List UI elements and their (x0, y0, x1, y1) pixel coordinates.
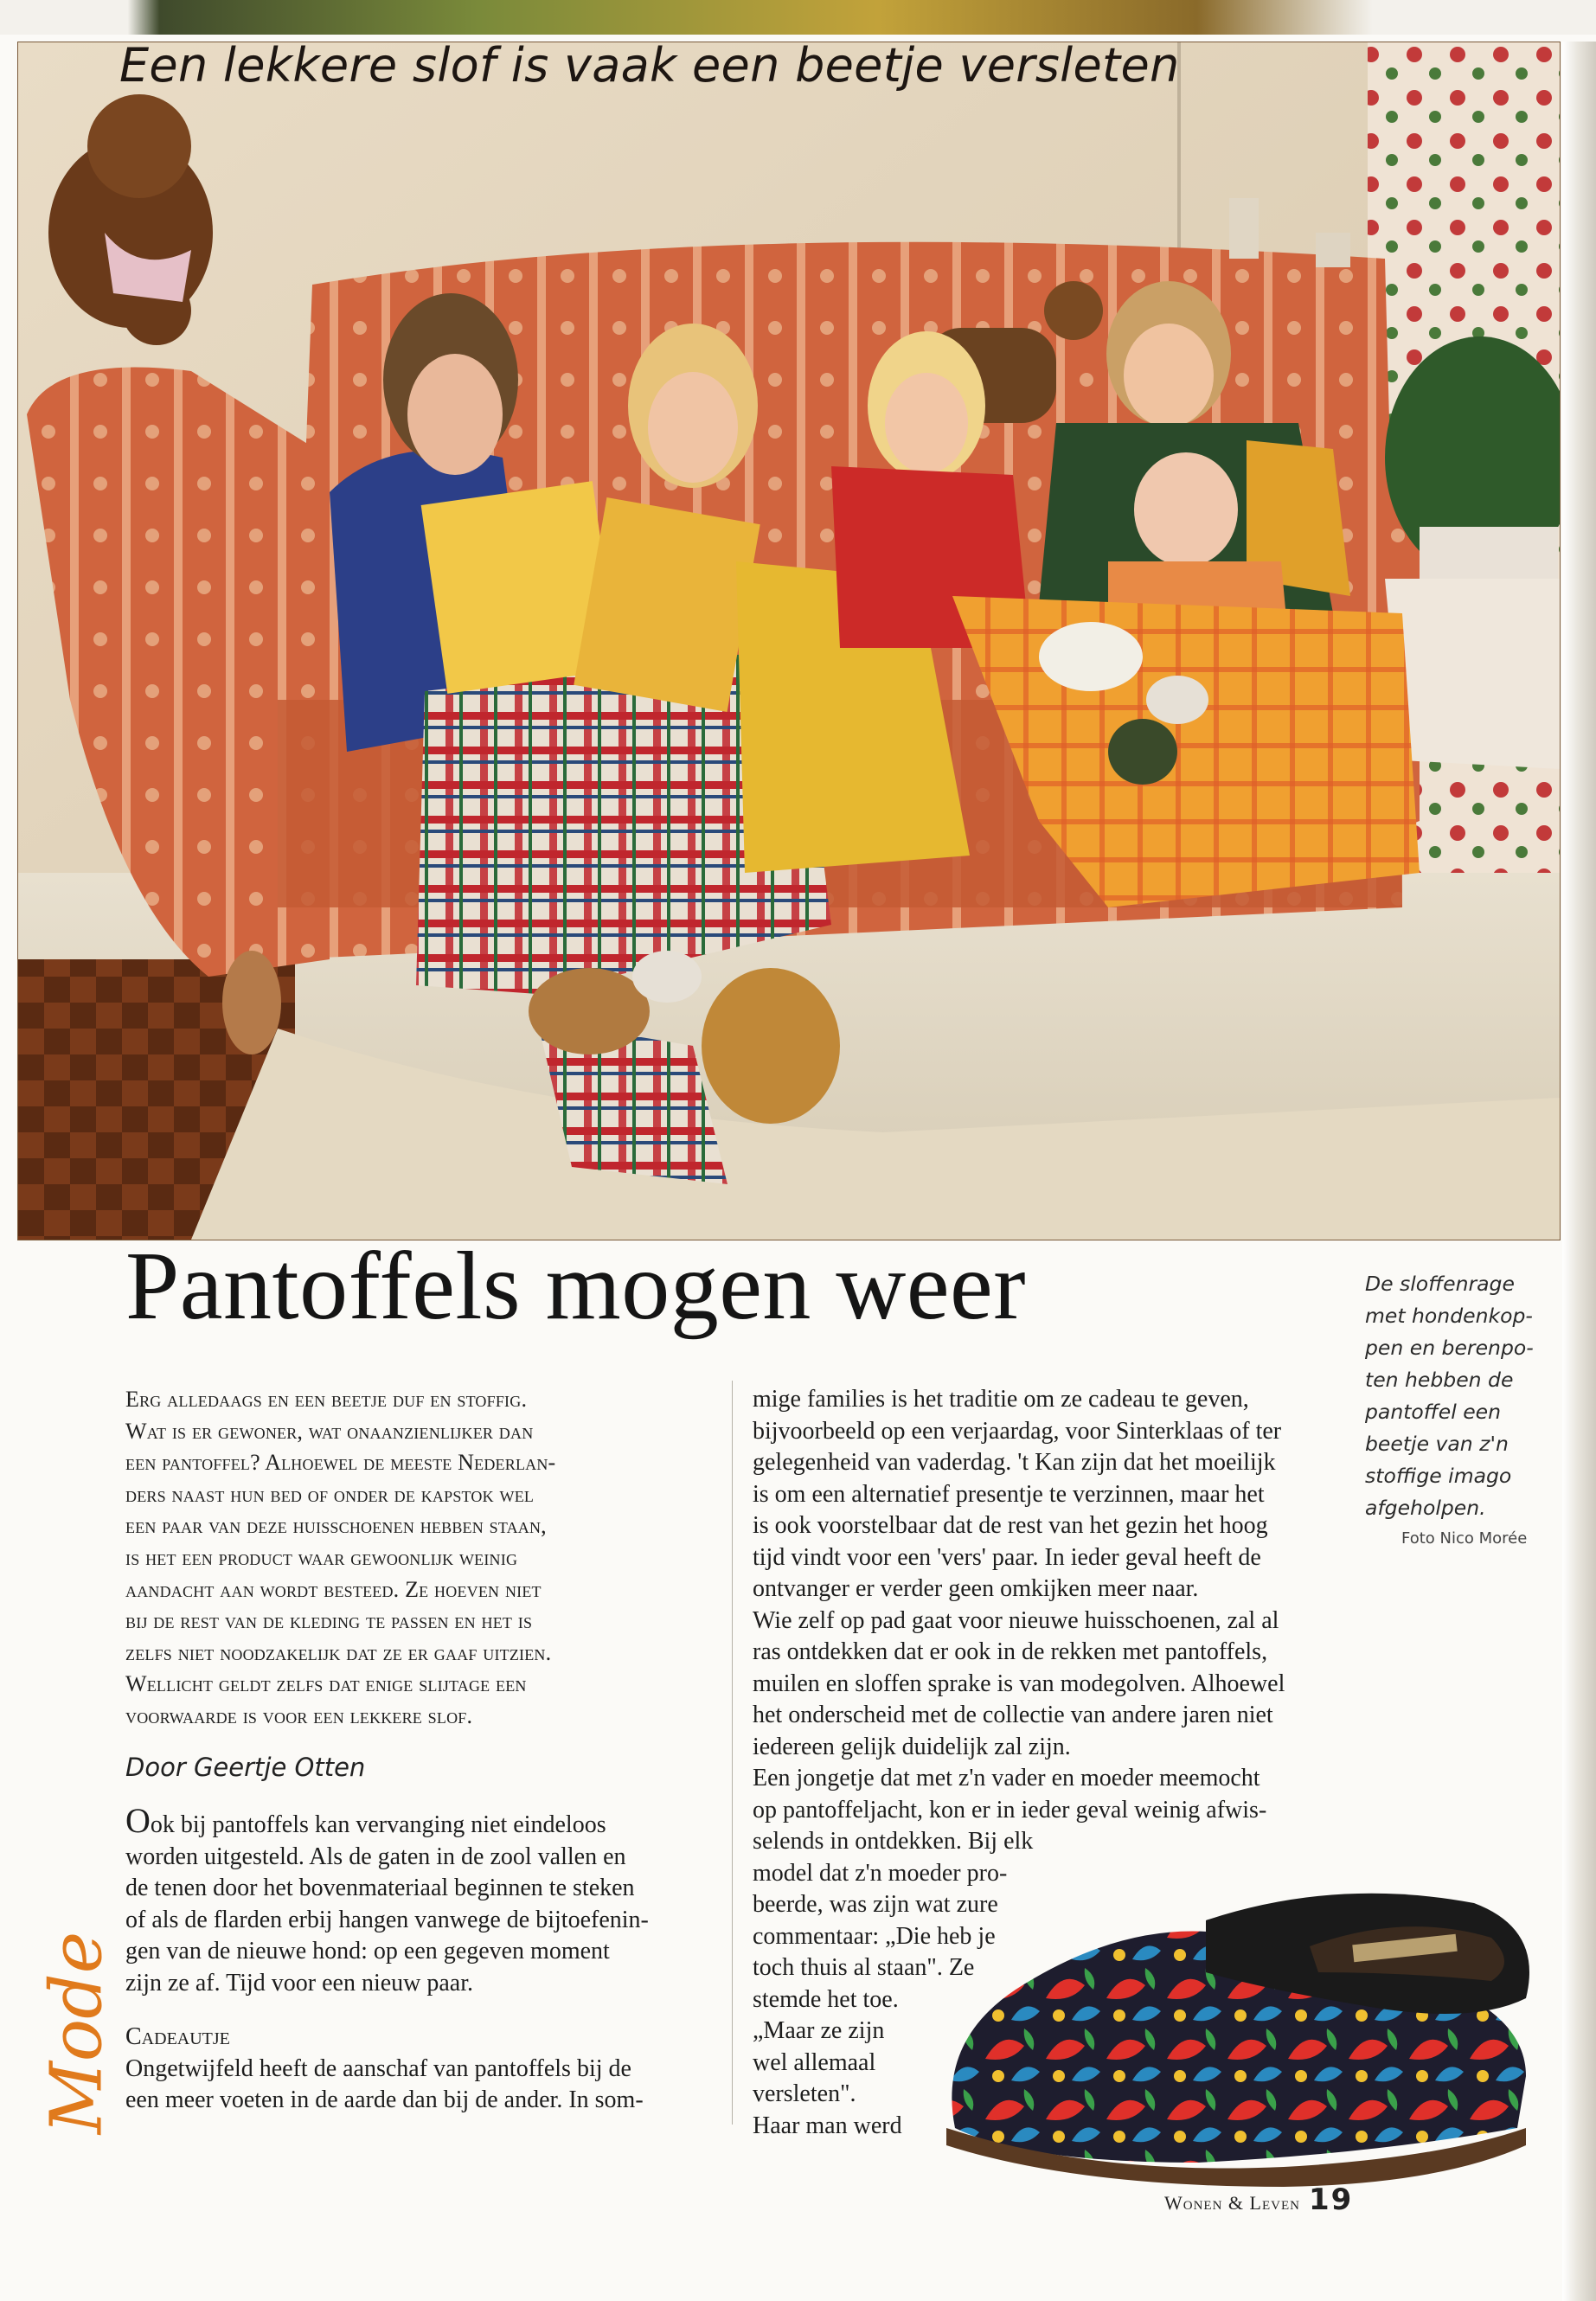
text-line: versleten". (753, 2080, 856, 2107)
page-footer (1164, 2182, 1353, 2217)
text-line: toch thuis al staan". Ze (753, 1954, 975, 1981)
text-line: stemde het toe. (753, 1985, 899, 2013)
intro-line: Wat is er gewoner, wat onaanzienlijker dan (125, 1418, 534, 1444)
paragraph-first-line (125, 1801, 714, 1842)
caption-line: pantoffel een (1365, 1400, 1502, 1424)
caption-line: stoffige imago (1365, 1464, 1512, 1488)
text-line: het onderscheid met de collectie van andere jaren niet (753, 1702, 1273, 1728)
intro-line: een pantoffel? Alhoewel de meeste Nederlan- (125, 1450, 556, 1476)
text-line: gen van de nieuwe hond: op een gegeven moment (125, 1938, 610, 1965)
text-line: Wie zelf op pad gaat voor nieuwe huisschoenen, zal al (753, 1606, 1279, 1634)
page-number: 19 (1308, 2182, 1354, 2217)
publication-name: Wonen & Leven (1164, 2192, 1300, 2214)
article-column-left (125, 1384, 714, 2117)
intro-line: Wellicht geldt zelfs dat enige slijtage een (125, 1671, 527, 1697)
text-line: of als de flarden erbij hangen vanwege de bijtoefenin- (125, 1906, 649, 1933)
caption-line: met hondenkop- (1365, 1304, 1533, 1328)
first-line-text: ok bij pantoffels kan vervanging niet eindeloos (150, 1811, 606, 1839)
caption-line: ten hebben de (1365, 1368, 1514, 1392)
page-gutter-edge (1562, 42, 1596, 2301)
byline: Door Geertje Otten (125, 1752, 366, 1782)
text-line: ontvanger er verder geen omkijken meer naar. (753, 1575, 1199, 1602)
text-line: tijd vindt voor een 'vers' paar. In ieder geval heeft de (753, 1543, 1261, 1571)
text-line: zijn ze af. Tijd voor een nieuw paar. (125, 1969, 474, 1997)
text-line: beerde, was zijn wat zure (753, 1891, 998, 1918)
subheading: Cadeautje (125, 2023, 230, 2051)
drop-cap: O (125, 1801, 151, 1841)
scan-edge-strip (0, 0, 1596, 35)
article-intro (125, 1384, 714, 1733)
text-line: model dat z'n moeder pro- (753, 1859, 1008, 1887)
intro-line: Erg alledaags en een beetje duf en stoffig. (125, 1387, 528, 1412)
text-line: gelegenheid van vaderdag. 't Kan zijn dat het moeilijk (753, 1449, 1276, 1476)
text-line: muilen en sloffen sprake is van modegolven. Alhoewel (753, 1670, 1285, 1697)
intro-line: is het een product waar gewoonlijk weinig (125, 1544, 518, 1570)
caption-line: afgeholpen. (1365, 1496, 1486, 1520)
text-line: ras ontdekken dat er ook in de rekken met pantoffels, (753, 1638, 1268, 1665)
intro-line: bij de rest van de kleding te passen en het is (125, 1608, 533, 1634)
text-line: worden uitgesteld. Als de gaten in de zool vallen en (125, 1843, 626, 1870)
text-line: wel allemaal (753, 2048, 876, 2076)
text-line: Ongetwijfeld heeft de aanschaf van pantoffels bij de (125, 2054, 631, 2082)
text-line: de tenen door het bovenmateriaal beginnen te steken (125, 1875, 635, 1902)
intro-line: aandacht aan wordt besteed. Ze hoeven niet (125, 1576, 542, 1602)
intro-line: zelfs niet noodzakelijk dat ze er gaaf uitzien. (125, 1639, 552, 1665)
intro-line: een paar van deze huisschoenen hebben staan, (125, 1513, 547, 1539)
text-line: mige families is het traditie om ze cadeau te geven, (753, 1386, 1249, 1413)
caption-line: pen en berenpo- (1365, 1336, 1534, 1360)
text-line: een meer voeten in de aarde dan bij de ander. In som- (125, 2086, 644, 2114)
photo-caption (1365, 1268, 1555, 1524)
text-line: iedereen gelijk duidelijk zal zijn. (753, 1733, 1071, 1760)
section-tab (35, 1903, 119, 2163)
intro-line: voorwaarde is voor een lekkere slof. (125, 1702, 473, 1728)
caption-line: beetje van z'n (1365, 1432, 1509, 1456)
text-line: bijvoorbeeld op een verjaardag, voor Sinterklaas of ter (753, 1417, 1282, 1445)
text-line: commentaar: „Die heb je (753, 1922, 996, 1950)
slipper-image (920, 1843, 1552, 2189)
article-title: Pantoffels mogen weer (125, 1233, 1027, 1340)
text-line: „Maar ze zijn (753, 2017, 885, 2044)
intro-line: ders naast hun bed of onder de kapstok wel (125, 1481, 535, 1507)
text-line: Een jongetje dat met z'n vader en moeder meemocht (753, 1765, 1260, 1791)
caption-line: De sloffenrage (1365, 1272, 1515, 1296)
text-line: Haar man werd (753, 2112, 902, 2139)
paragraph-1 (125, 1801, 714, 1999)
photo-headline: Een lekkere slof is vaak een beetje versleten (119, 38, 1180, 93)
photo-credit: Foto Nico Morée (1401, 1529, 1528, 1548)
text-line: op pantoffeljacht, kon er in ieder geval weinig afwis- (753, 1796, 1267, 1823)
column-divider (732, 1381, 733, 2125)
paragraph-b (753, 1606, 1358, 1764)
section-label: Mode (35, 1931, 119, 2135)
text-line: is ook voorstelbaar dat de rest van het gezin het hoog (753, 1512, 1268, 1539)
text-line: selends in ontdekken. Bij elk (753, 1828, 1034, 1855)
text-line: is om een alternatief presentje te verzinnen, maar het (753, 1480, 1265, 1508)
family-sofa-photo (17, 42, 1561, 1240)
paragraph-a (753, 1384, 1358, 1606)
